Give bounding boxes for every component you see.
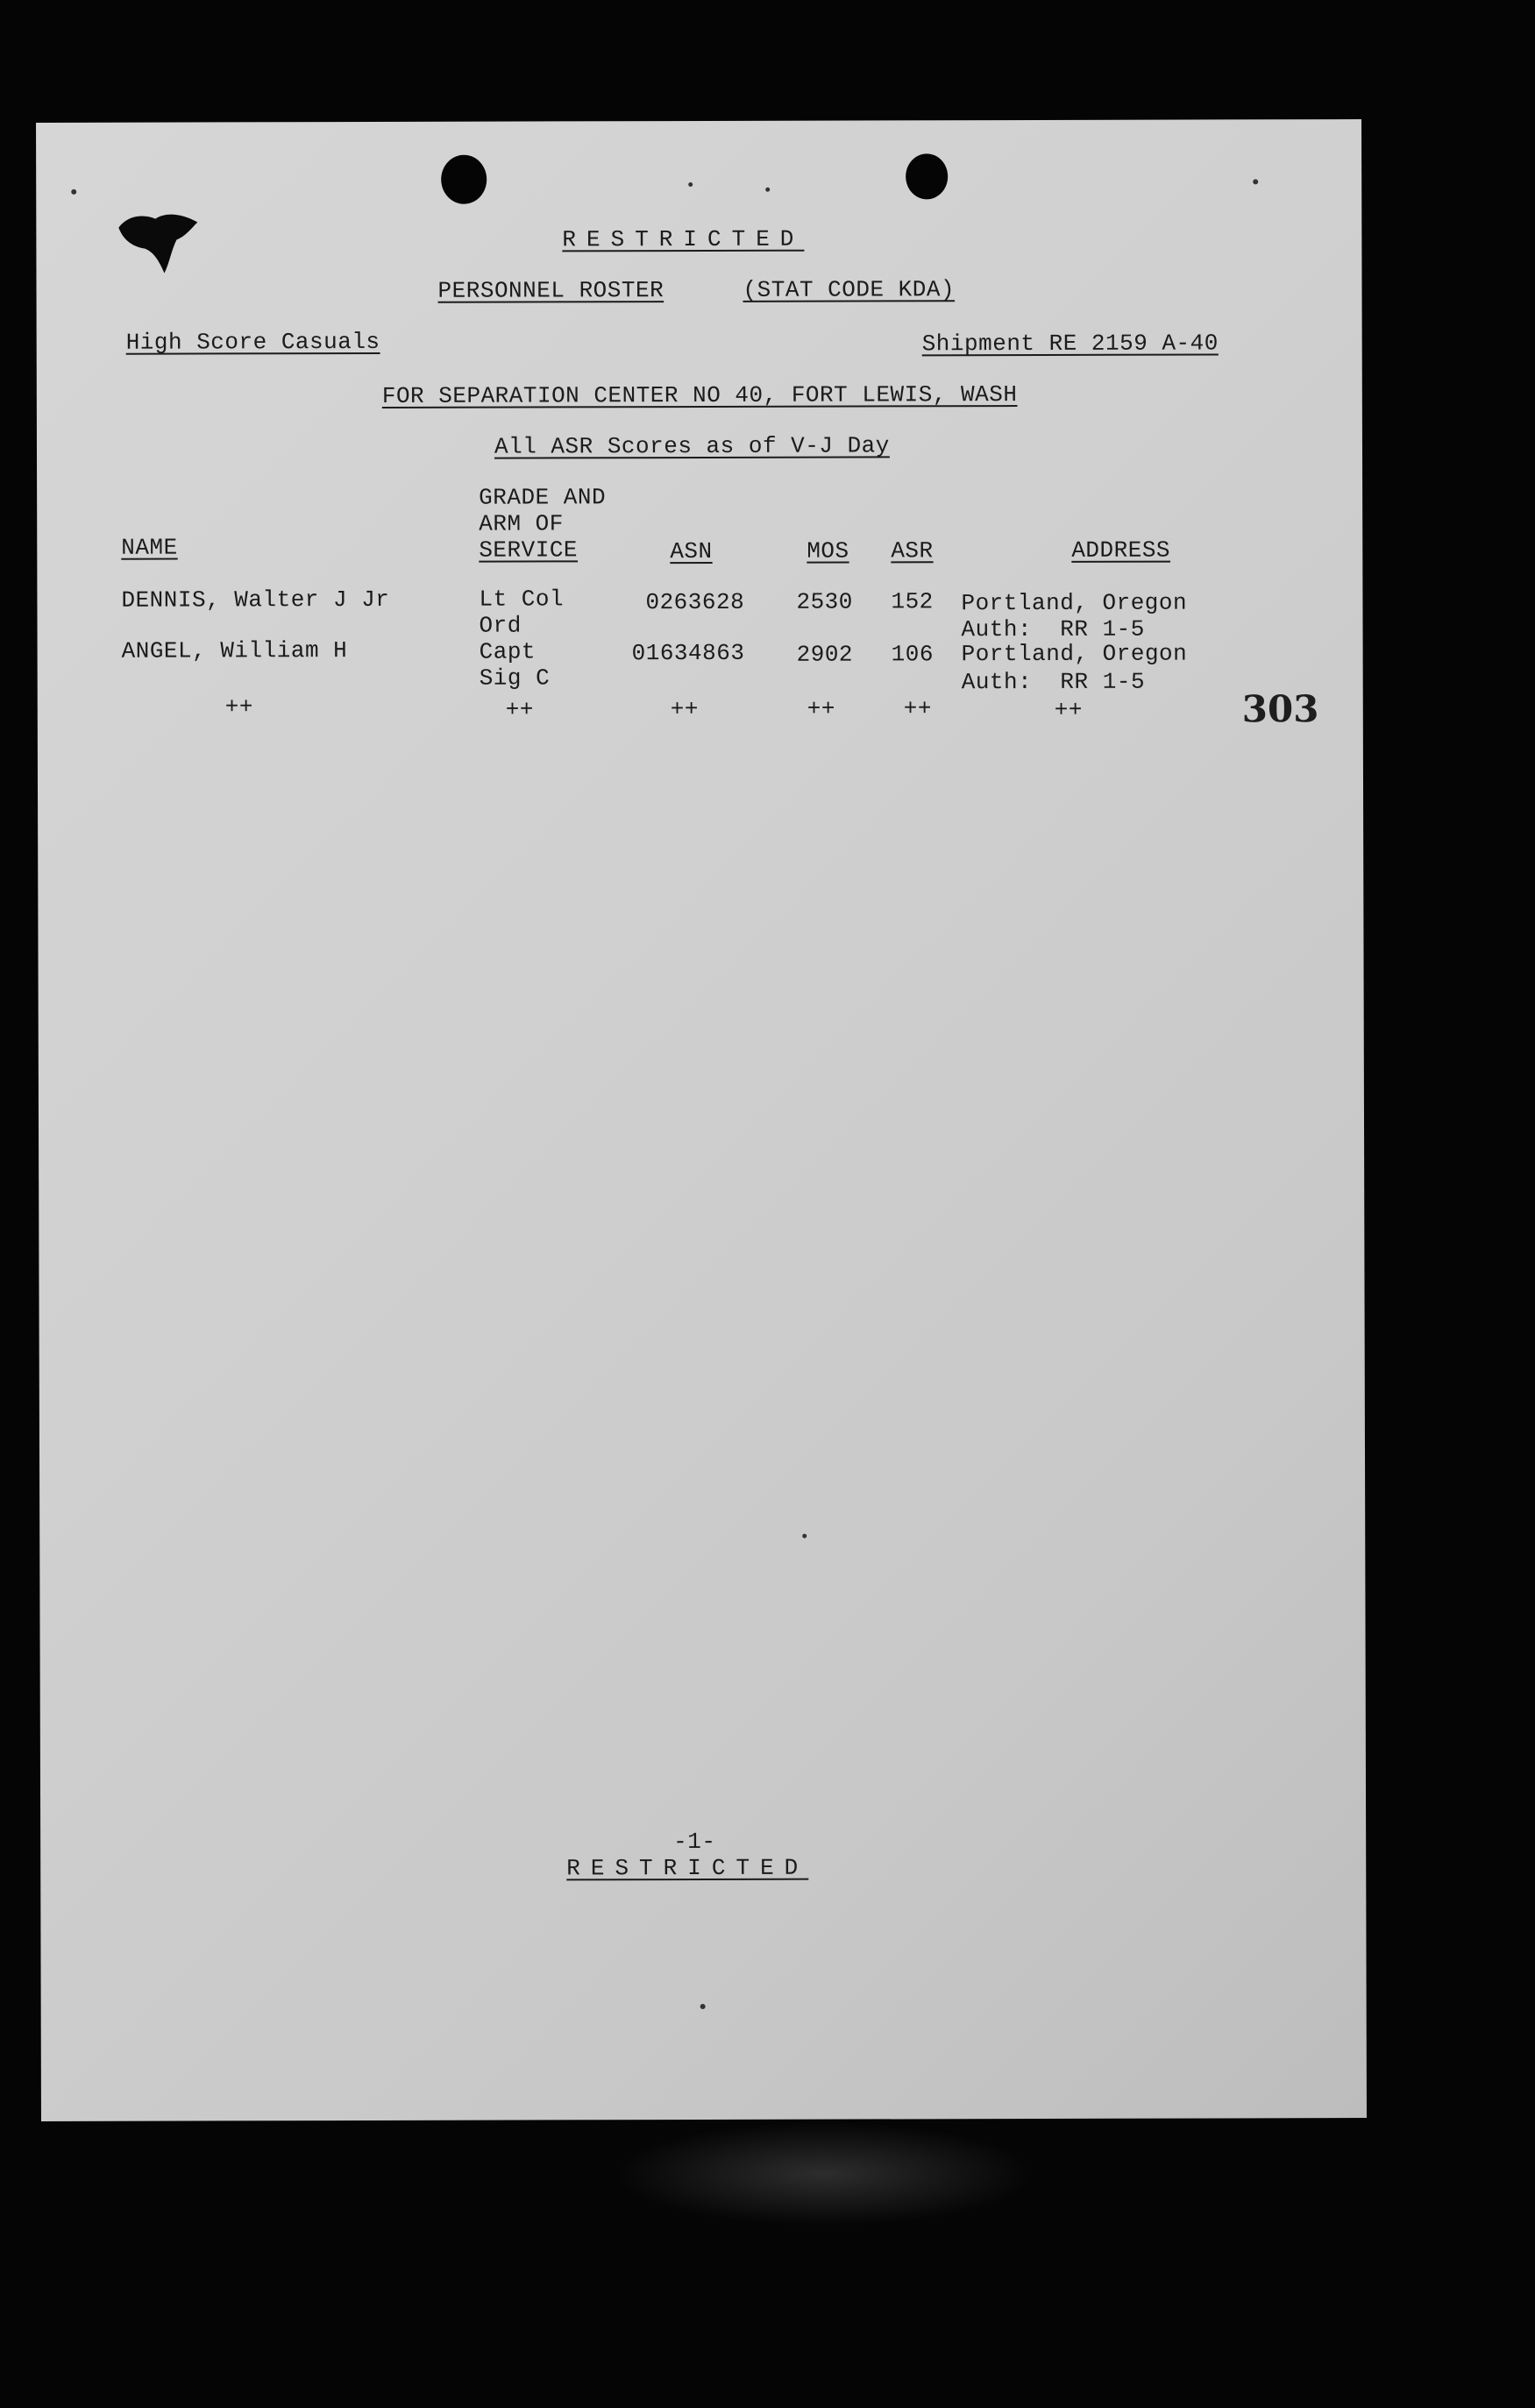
row-name: DENNIS, Walter J Jr xyxy=(121,586,390,614)
scan-glare xyxy=(614,2121,1034,2227)
row-address: Portland, Oregon xyxy=(961,640,1188,668)
speck xyxy=(71,189,76,195)
roster-page xyxy=(36,119,1367,2121)
row-mos: 2902 xyxy=(796,641,854,668)
column-header-grade-2: ARM OF xyxy=(479,510,564,537)
column-header-name: NAME xyxy=(121,534,178,561)
row-asr: 152 xyxy=(891,588,934,615)
row-asn: 01634863 xyxy=(631,639,745,667)
end-mark-address: ++ xyxy=(1054,696,1084,723)
row-auth: Auth: RR 1-5 xyxy=(961,668,1146,696)
row-address: Portland, Oregon xyxy=(961,589,1188,617)
end-mark-grade: ++ xyxy=(505,696,535,723)
row-asr: 106 xyxy=(891,641,934,668)
end-mark-asr: ++ xyxy=(903,695,933,722)
column-header-grade-1: GRADE AND xyxy=(479,484,607,511)
row-mos: 2530 xyxy=(796,588,853,615)
ink-blot xyxy=(115,210,201,274)
stamped-page-number: 303 xyxy=(1241,687,1319,731)
speck xyxy=(765,188,770,192)
top-restricted-stamp: RESTRICTED xyxy=(562,225,805,253)
row-grade: Capt xyxy=(479,638,537,665)
end-mark-mos: ++ xyxy=(807,695,836,722)
punch-hole-right xyxy=(906,153,948,199)
speck xyxy=(802,1534,807,1538)
row-arm: Ord xyxy=(479,612,522,639)
unit-name: High Score Casuals xyxy=(125,328,380,356)
end-mark-name: ++ xyxy=(224,693,254,721)
bottom-restricted-stamp: RESTRICTED xyxy=(566,1854,809,1882)
shipment-number: Shipment RE 2159 A-40 xyxy=(921,330,1219,358)
column-header-address: ADDRESS xyxy=(1071,536,1171,564)
roster-title: PERSONNEL ROSTER xyxy=(437,277,664,304)
speck xyxy=(688,182,693,187)
punch-hole-left xyxy=(441,155,487,204)
row-grade: Lt Col xyxy=(479,586,565,613)
row-arm: Sig C xyxy=(479,664,551,692)
speck xyxy=(700,2004,706,2009)
page-number: -1- xyxy=(673,1828,716,1856)
destination-line: FOR SEPARATION CENTER NO 40, FORT LEWIS, WASH xyxy=(381,381,1018,409)
column-header-asr: ASR xyxy=(891,537,934,565)
end-mark-asn: ++ xyxy=(670,696,700,723)
asr-note: All ASR Scores as of V-J Day xyxy=(494,432,890,460)
row-name: ANGEL, William H xyxy=(121,637,348,664)
column-header-grade-3: SERVICE xyxy=(479,536,579,564)
speck xyxy=(1253,179,1258,184)
column-header-mos: MOS xyxy=(807,537,849,565)
row-asn: 0263628 xyxy=(645,588,745,616)
column-header-asn: ASN xyxy=(670,537,713,565)
stat-code: (STAT CODE KDA) xyxy=(743,276,956,303)
row-auth: Auth: RR 1-5 xyxy=(961,615,1145,643)
